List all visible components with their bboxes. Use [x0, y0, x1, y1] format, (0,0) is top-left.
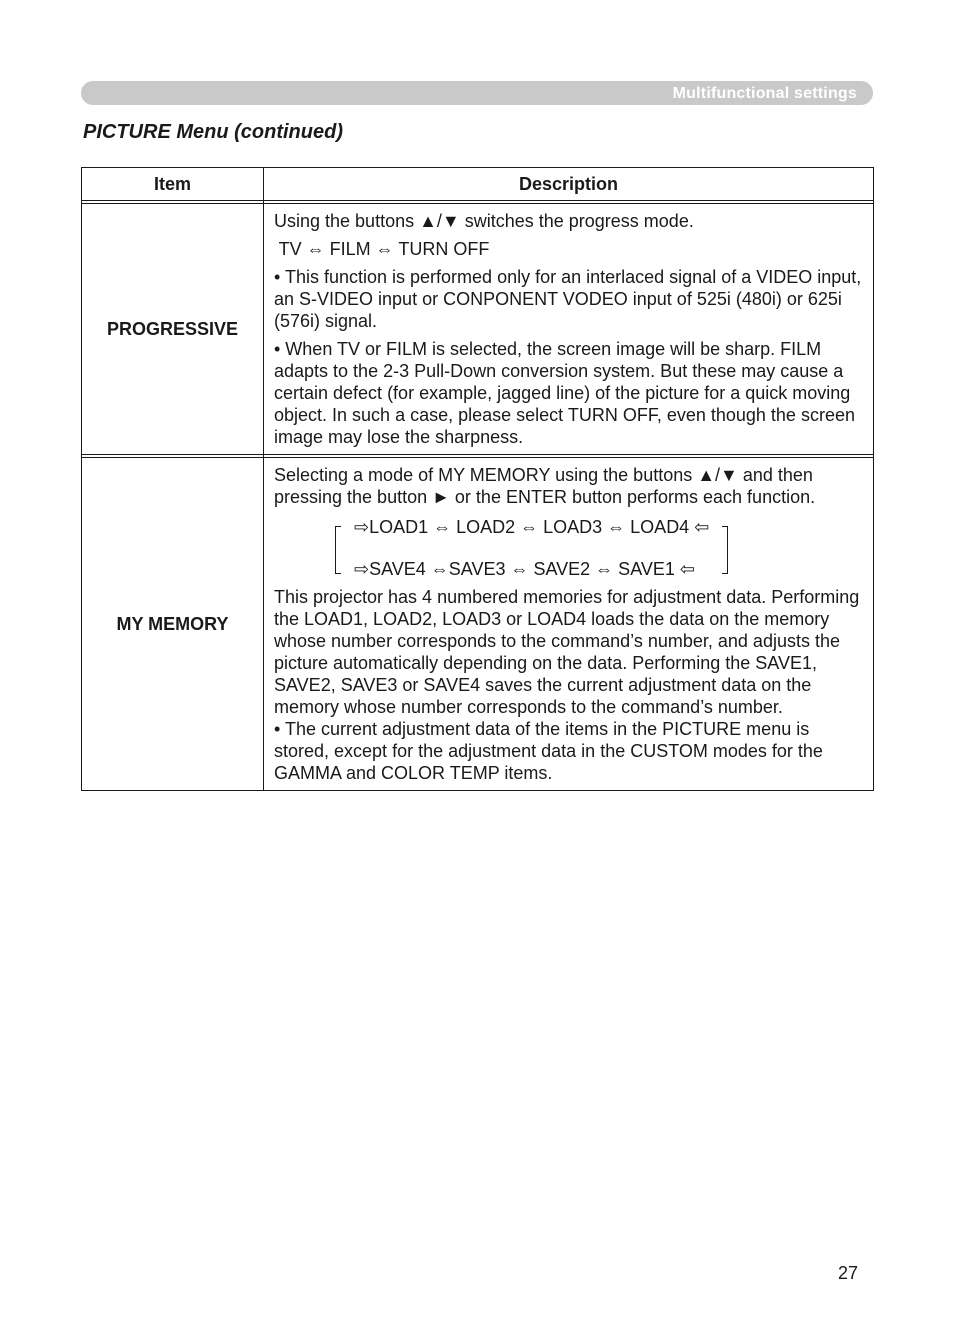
progressive-intro: Using the buttons ▲/▼ switches the progress mode.	[274, 211, 694, 231]
cycle-right-bracket	[722, 526, 728, 574]
table-header-row	[82, 168, 874, 201]
my-memory-note: • The current adjustment data of the items in the PICTURE menu is stored, except for the adjustment data in the CUSTOM modes for the GAMMA and COLOR TEMP items.	[274, 719, 823, 783]
progressive-note-2: • When TV or FILM is selected, the screen image will be sharp. FILM adapts to the 2-3 Pull-Down conversion system. But these may cause a certain defect (for example, jagged line) of the picture for a quick moving object. In such a case, please select TURN OFF, even though the screen image may lose the sharpness.	[274, 339, 855, 447]
cycle-left-bracket	[335, 526, 341, 574]
my-memory-body: This projector has 4 numbered memories for adjustment data. Performing the LOAD1, LOAD2, LOAD3 or LOAD4 loads the data on the memory whose number corresponds to the command’s number, and adjusts the picture automatically depending on the data. Performing the SAVE1, SAVE2, SAVE3 or SAVE4 saves the current adjustment data on the memory whose number corresponds to the command’s number.	[274, 587, 860, 717]
item-name-progressive: PROGRESSIVE	[82, 204, 264, 455]
description-my-memory	[264, 458, 874, 791]
item-name-my-memory: MY MEMORY	[82, 458, 264, 791]
description-progressive	[264, 204, 874, 455]
table-row-progressive	[82, 204, 874, 455]
progressive-note-1: • This function is performed only for an interlaced signal of a VIDEO input, an S-VIDEO input or CONPONENT VODEO input of 525i (480i) or 625i (576i) signal.	[274, 267, 862, 331]
memory-cycle-diagram	[274, 514, 865, 580]
progressive-modes: TV ⇔ FILM ⇔ TURN OFF	[274, 239, 490, 259]
my-memory-intro: Selecting a mode of MY MEMORY using the buttons ▲/▼ and then pressing the button ► or the ENTER button performs each function.	[274, 465, 816, 507]
picture-menu-table	[81, 167, 874, 791]
column-header-item: Item	[82, 168, 264, 201]
section-label: Multifunctional settings	[672, 85, 857, 102]
page-title: PICTURE Menu (continued)	[83, 121, 343, 143]
save-cycle: ⇨SAVE4 ⇔SAVE3 ⇔ SAVE2 ⇔ SAVE1 ⇦	[354, 559, 695, 579]
load-cycle: ⇨LOAD1 ⇔ LOAD2 ⇔ LOAD3 ⇔ LOAD4 ⇦	[354, 517, 710, 537]
page-number: 27	[838, 1263, 859, 1283]
section-header-bar	[81, 81, 873, 105]
table-row-my-memory	[82, 458, 874, 791]
column-header-description: Description	[264, 168, 874, 201]
